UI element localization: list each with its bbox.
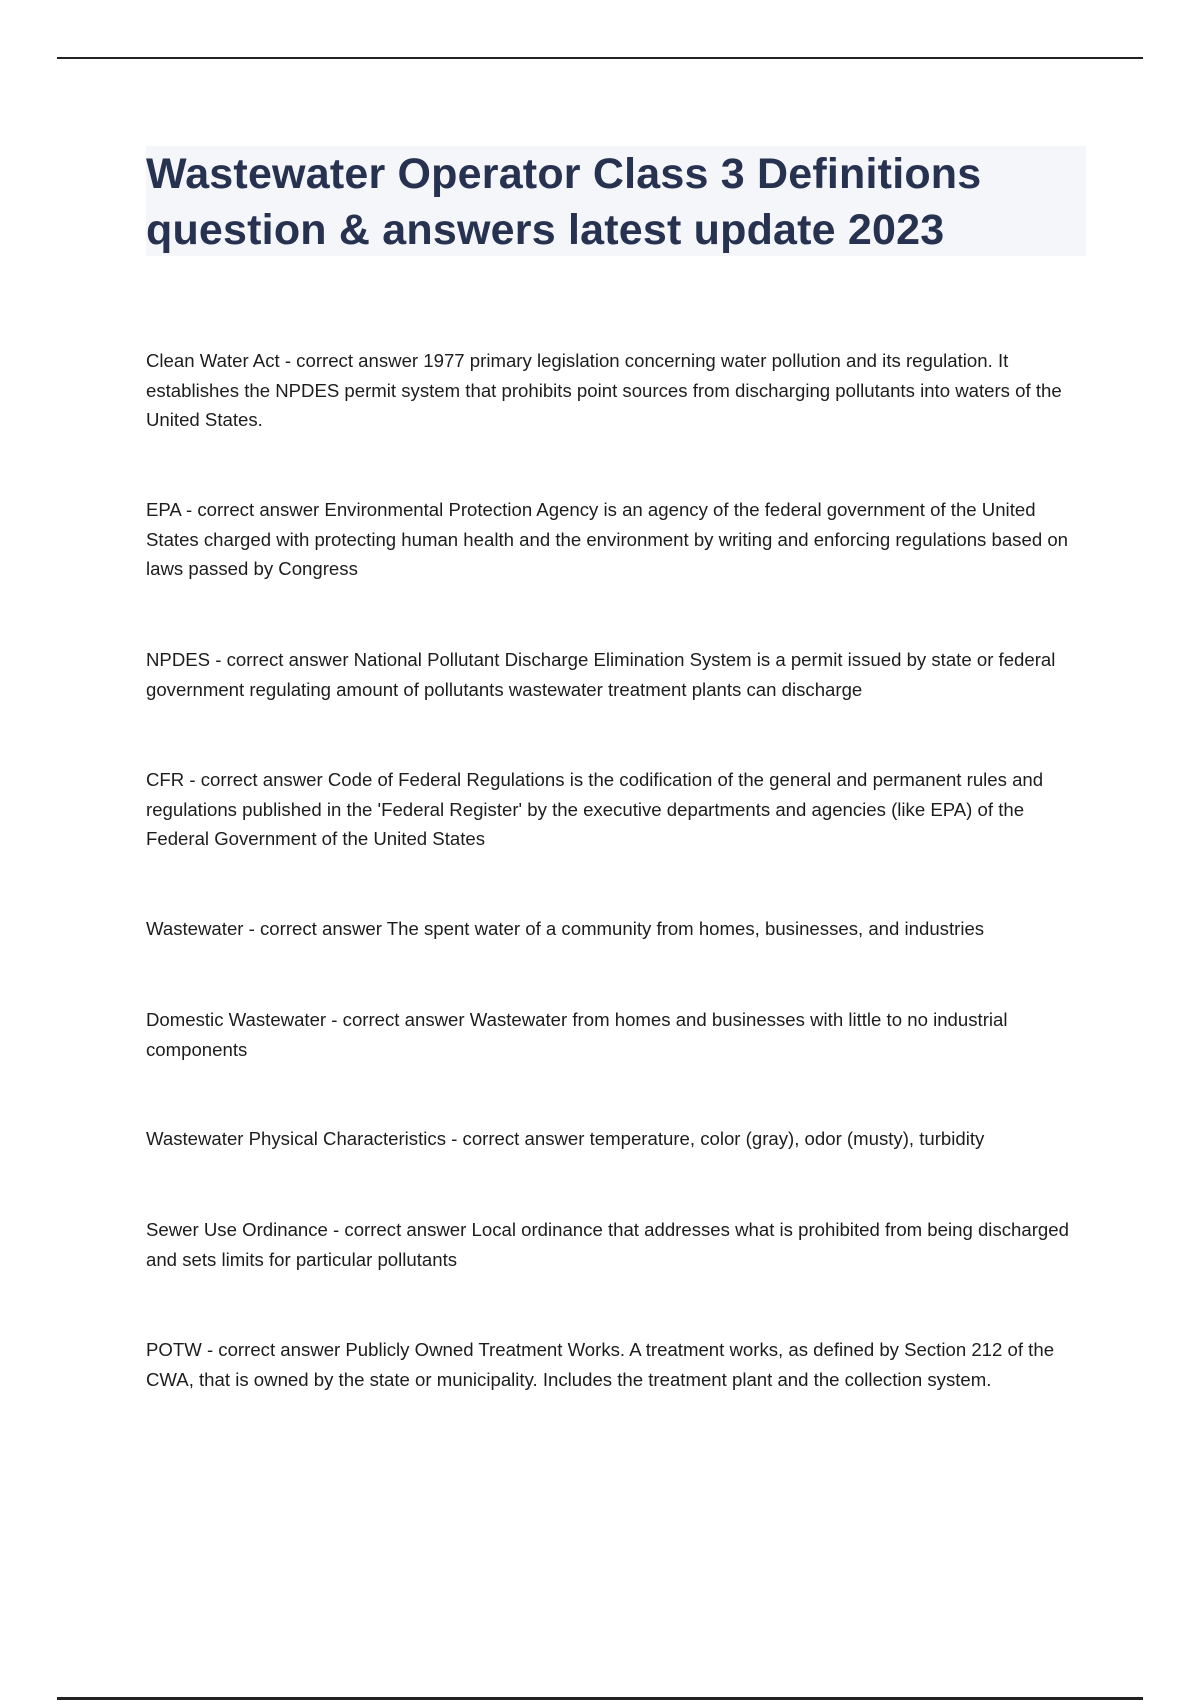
definition-entry: CFR - correct answer Code of Federal Regulations is the codification of the general and permanent rules and regulations published in the 'Federal Register' by the executive departments and agencies (like EPA) of the Federal Government of the United States: [146, 769, 1044, 850]
title-banner: [146, 146, 1086, 256]
definition-entry: Wastewater - correct answer The spent water of a community from homes, businesses, and industries: [146, 918, 985, 939]
definition-entry: POTW - correct answer Publicly Owned Treatment Works. A treatment works, as defined by Section 212 of the CWA, that is owned by the state or municipality. Includes the treatment plant and the collection system.: [146, 1339, 1055, 1390]
page-title: Wastewater Operator Class 3 Definitions question & answers latest update 2023: [146, 150, 982, 254]
definition-entry: EPA - correct answer Environmental Protection Agency is an agency of the federal government of the United States charged with protecting human health and the environment by writing and enforcing regulations based on laws passed by Congress: [146, 499, 1069, 580]
definition-entry: Wastewater Physical Characteristics - correct answer temperature, color (gray), odor (musty), turbidity: [146, 1128, 985, 1149]
top-divider: [57, 57, 1143, 59]
definition-entry: Domestic Wastewater - correct answer Wastewater from homes and businesses with little to no industrial components: [146, 1009, 1008, 1060]
definition-entry: Sewer Use Ordinance - correct answer Local ordinance that addresses what is prohibited from being discharged and sets limits for particular pollutants: [146, 1219, 1069, 1270]
definition-entry: NPDES - correct answer National Pollutant Discharge Elimination System is a permit issued by state or federal government regulating amount of pollutants wastewater treatment plants can discharge: [146, 649, 1056, 700]
definition-entry: Clean Water Act - correct answer 1977 primary legislation concerning water pollution and its regulation. It establishes the NPDES permit system that prohibits point sources from discharging pollutants into waters of the United States.: [146, 350, 1062, 431]
